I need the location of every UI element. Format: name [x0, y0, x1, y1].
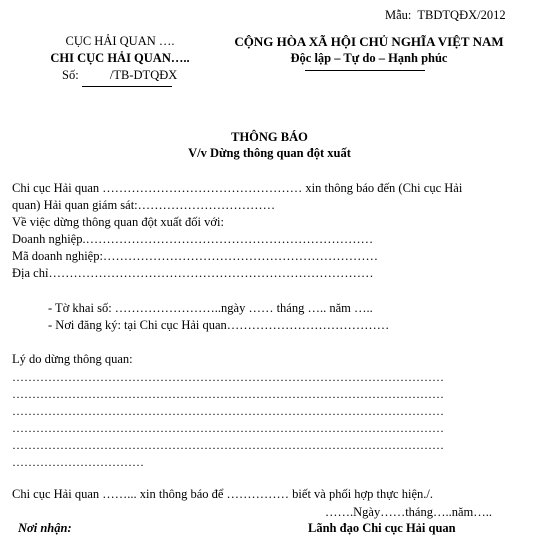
company-code-field: Mã doanh nghiệp:…………………………………………………………: [12, 249, 378, 263]
sub-agency-name: CHI CỤC HẢI QUAN…..: [50, 51, 190, 65]
reason-line: ………………………………………………………………………………………………: [12, 370, 444, 384]
body-line-2: quan) Hải quan giám sát:……………………………: [12, 198, 276, 212]
recipients-label: Nơi nhận:: [18, 521, 72, 535]
document-subtitle: V/v Dừng thông quan đột xuất: [188, 146, 351, 160]
company-field: Doanh nghiệp.……………………………………………………………: [12, 232, 374, 246]
document-number: Số: /TB-DTQĐX: [62, 68, 178, 82]
body-line-3: Về việc dừng thông quan đột xuất đối với:: [12, 215, 224, 229]
agency-name: CỤC HẢI QUAN ….: [65, 34, 175, 48]
left-header-underline: [82, 86, 172, 87]
reason-line: ………………………………………………………………………………………………: [12, 421, 444, 435]
reason-label: Lý do dừng thông quan:: [12, 352, 133, 366]
registration-place-field: - Nơi đăng ký: tại Chi cục Hải quan…………………………………: [48, 318, 390, 332]
body-line-1: Chi cục Hải quan ………………………………………… xin thông báo đến (Chi cục Hải: [12, 181, 463, 195]
national-motto: Độc lập – Tự do – Hạnh phúc: [290, 51, 448, 65]
reason-line: ………………………………………………………………………………………………: [12, 404, 444, 418]
motto-underline: [305, 70, 425, 71]
form-code: Mẫu: TBDTQĐX/2012: [385, 8, 506, 22]
signer-title: Lãnh đạo Chi cục Hải quan: [308, 521, 456, 535]
reason-line: ………………………………………………………………………………………………: [12, 438, 444, 452]
closing-sentence: Chi cục Hải quan ……... xin thông báo để …………… biết và phối hợp thực hiện./.: [12, 487, 433, 501]
address-field: Địa chỉ……………………………………………………………………: [12, 266, 374, 280]
reason-line: ………………………………………………………………………………………………: [12, 387, 444, 401]
declaration-number-field: - Tờ khai số: ……………………..ngày …… tháng ….. năm …..: [48, 301, 373, 315]
document-title: THÔNG BÁO: [231, 130, 308, 144]
national-title: CỘNG HÒA XÃ HỘI CHỦ NGHĨA VIỆT NAM: [234, 34, 504, 49]
date-line: …….Ngày……tháng…..năm…..: [325, 505, 492, 519]
reason-line: ……………………………: [12, 455, 144, 469]
